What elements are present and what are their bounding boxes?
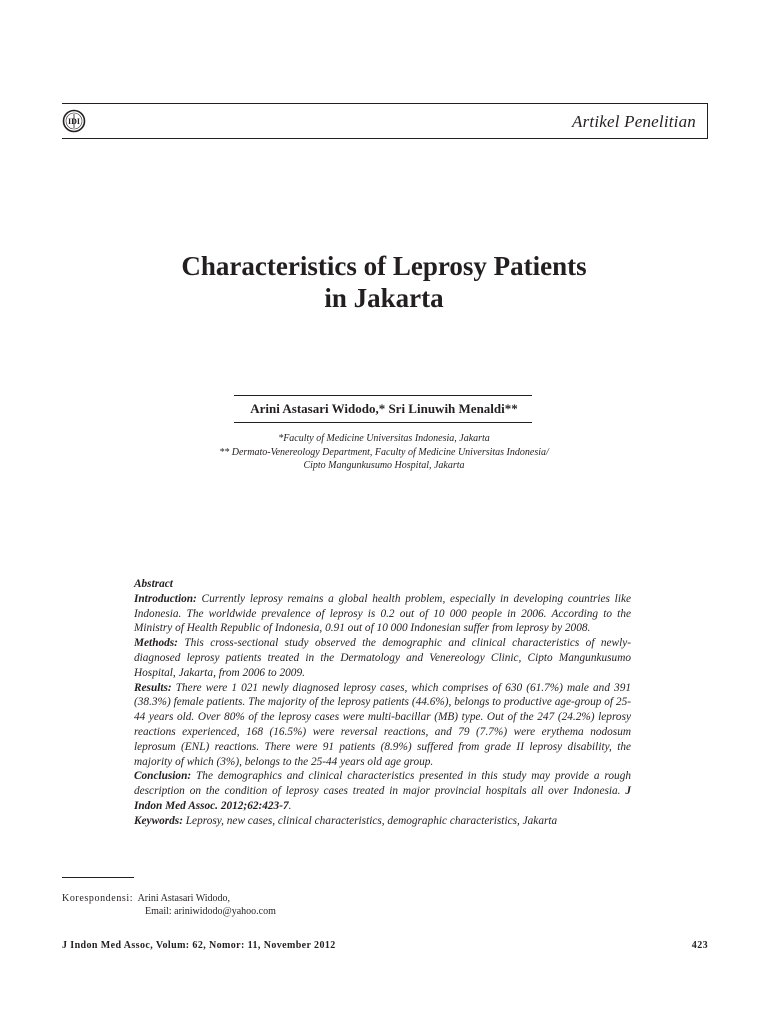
correspondence <box>62 892 276 918</box>
abstract-heading: Abstract <box>134 578 173 590</box>
affiliation-1: *Faculty of Medicine Universitas Indonesia, Jakarta <box>278 433 490 444</box>
article-title <box>0 250 768 314</box>
abstract-results <box>134 681 631 770</box>
correspondence-name: Arini Astasari Widodo, <box>137 893 231 904</box>
abstract-conclusion <box>134 769 631 813</box>
title-line-2: in Jakarta <box>324 283 444 313</box>
footnote-rule <box>62 877 134 878</box>
correspondence-colon: : <box>129 893 133 904</box>
title-line-1: Characteristics of Leprosy Patients <box>181 251 587 281</box>
affiliation-2: ** Dermato-Venereology Department, Faculty of Medicine Universitas Indonesia/ <box>219 446 549 458</box>
introduction-label: Introduction: <box>134 592 197 605</box>
idi-logo-icon <box>62 109 86 133</box>
abstract <box>134 577 631 829</box>
methods-label: Methods: <box>134 637 178 650</box>
results-text: There were 1 021 newly diagnosed leprosy cases, which comprises of 630 (61.7%) male and 391 (38.3%) female patients. The majority of the leprosy patients (44.6%), belongs to productive age-group of 25-44 years old. Over 80% of the leprosy cases were multi-bacillar (MB) type. Out of the 247 (24.2%) leprosy reactions experienced, 168 (16.5%) were reversal reactions, and 79 (7.7%) were erythema nodosum leprosum (ENL) reactions. There were 91 patients (8.9%) suffered from grade II leprosy disability, the majority of which (3%), belongs to the 25-44 years old age group. <box>134 681 631 768</box>
citation-end: . <box>288 799 292 812</box>
journal-citation: J Indon Med Assoc, Volum: 62, Nomor: 11, November 2012 <box>62 940 336 951</box>
methods-text: This cross-sectional study observed the demographic and clinical characteristics of newly-diagnosed leprosy patients treated in the Dermatology and Venereology Clinic, Cipto Mangunkusumo Hospital, Jakarta, from 2006 to 2009. <box>134 637 631 679</box>
section-label: Artikel Penelitian <box>572 112 696 131</box>
introduction-text: Currently leprosy remains a global health problem, especially in developing countries like Indonesia. The worldwide prevalence of leprosy is 0.2 out of 10 000 people in 2006. According to the Ministry of Health Republic of Indonesia, 0.91 out of 10 000 Indonesian suffer from leprosy by 2008. <box>134 592 631 635</box>
author-list: Arini Astasari Widodo,* Sri Linuwih Menaldi** <box>250 401 518 416</box>
keywords-label: Keywords: <box>134 814 183 827</box>
page-footer <box>62 940 708 951</box>
conclusion-text: The demographics and clinical characteristics presented in this study may provide a rough description on the condition of leprosy cases treated in major provincial hospitals all over Indonesia. <box>134 770 631 798</box>
author-rule-top <box>234 395 532 396</box>
correspondence-email: Email: ariniwidodo@yahoo.com <box>145 906 276 917</box>
correspondence-label: Korespondensi <box>62 893 130 904</box>
affiliations <box>0 432 768 473</box>
abstract-introduction <box>134 592 631 636</box>
results-label: Results: <box>134 681 172 694</box>
author-rule-bottom <box>234 422 532 423</box>
svg-text:IDI: IDI <box>67 117 81 126</box>
page-number: 423 <box>691 940 708 951</box>
affiliation-3: Cipto Mangunkusumo Hospital, Jakarta <box>303 460 465 471</box>
abstract-keywords <box>134 814 631 829</box>
conclusion-label: Conclusion: <box>134 770 192 783</box>
keywords-text: Leprosy, new cases, clinical characteristics, demographic characteristics, Jakarta <box>182 814 558 827</box>
citation: J Indon Med Assoc. 2012;62:423-7 <box>134 785 631 812</box>
abstract-methods <box>134 636 631 680</box>
